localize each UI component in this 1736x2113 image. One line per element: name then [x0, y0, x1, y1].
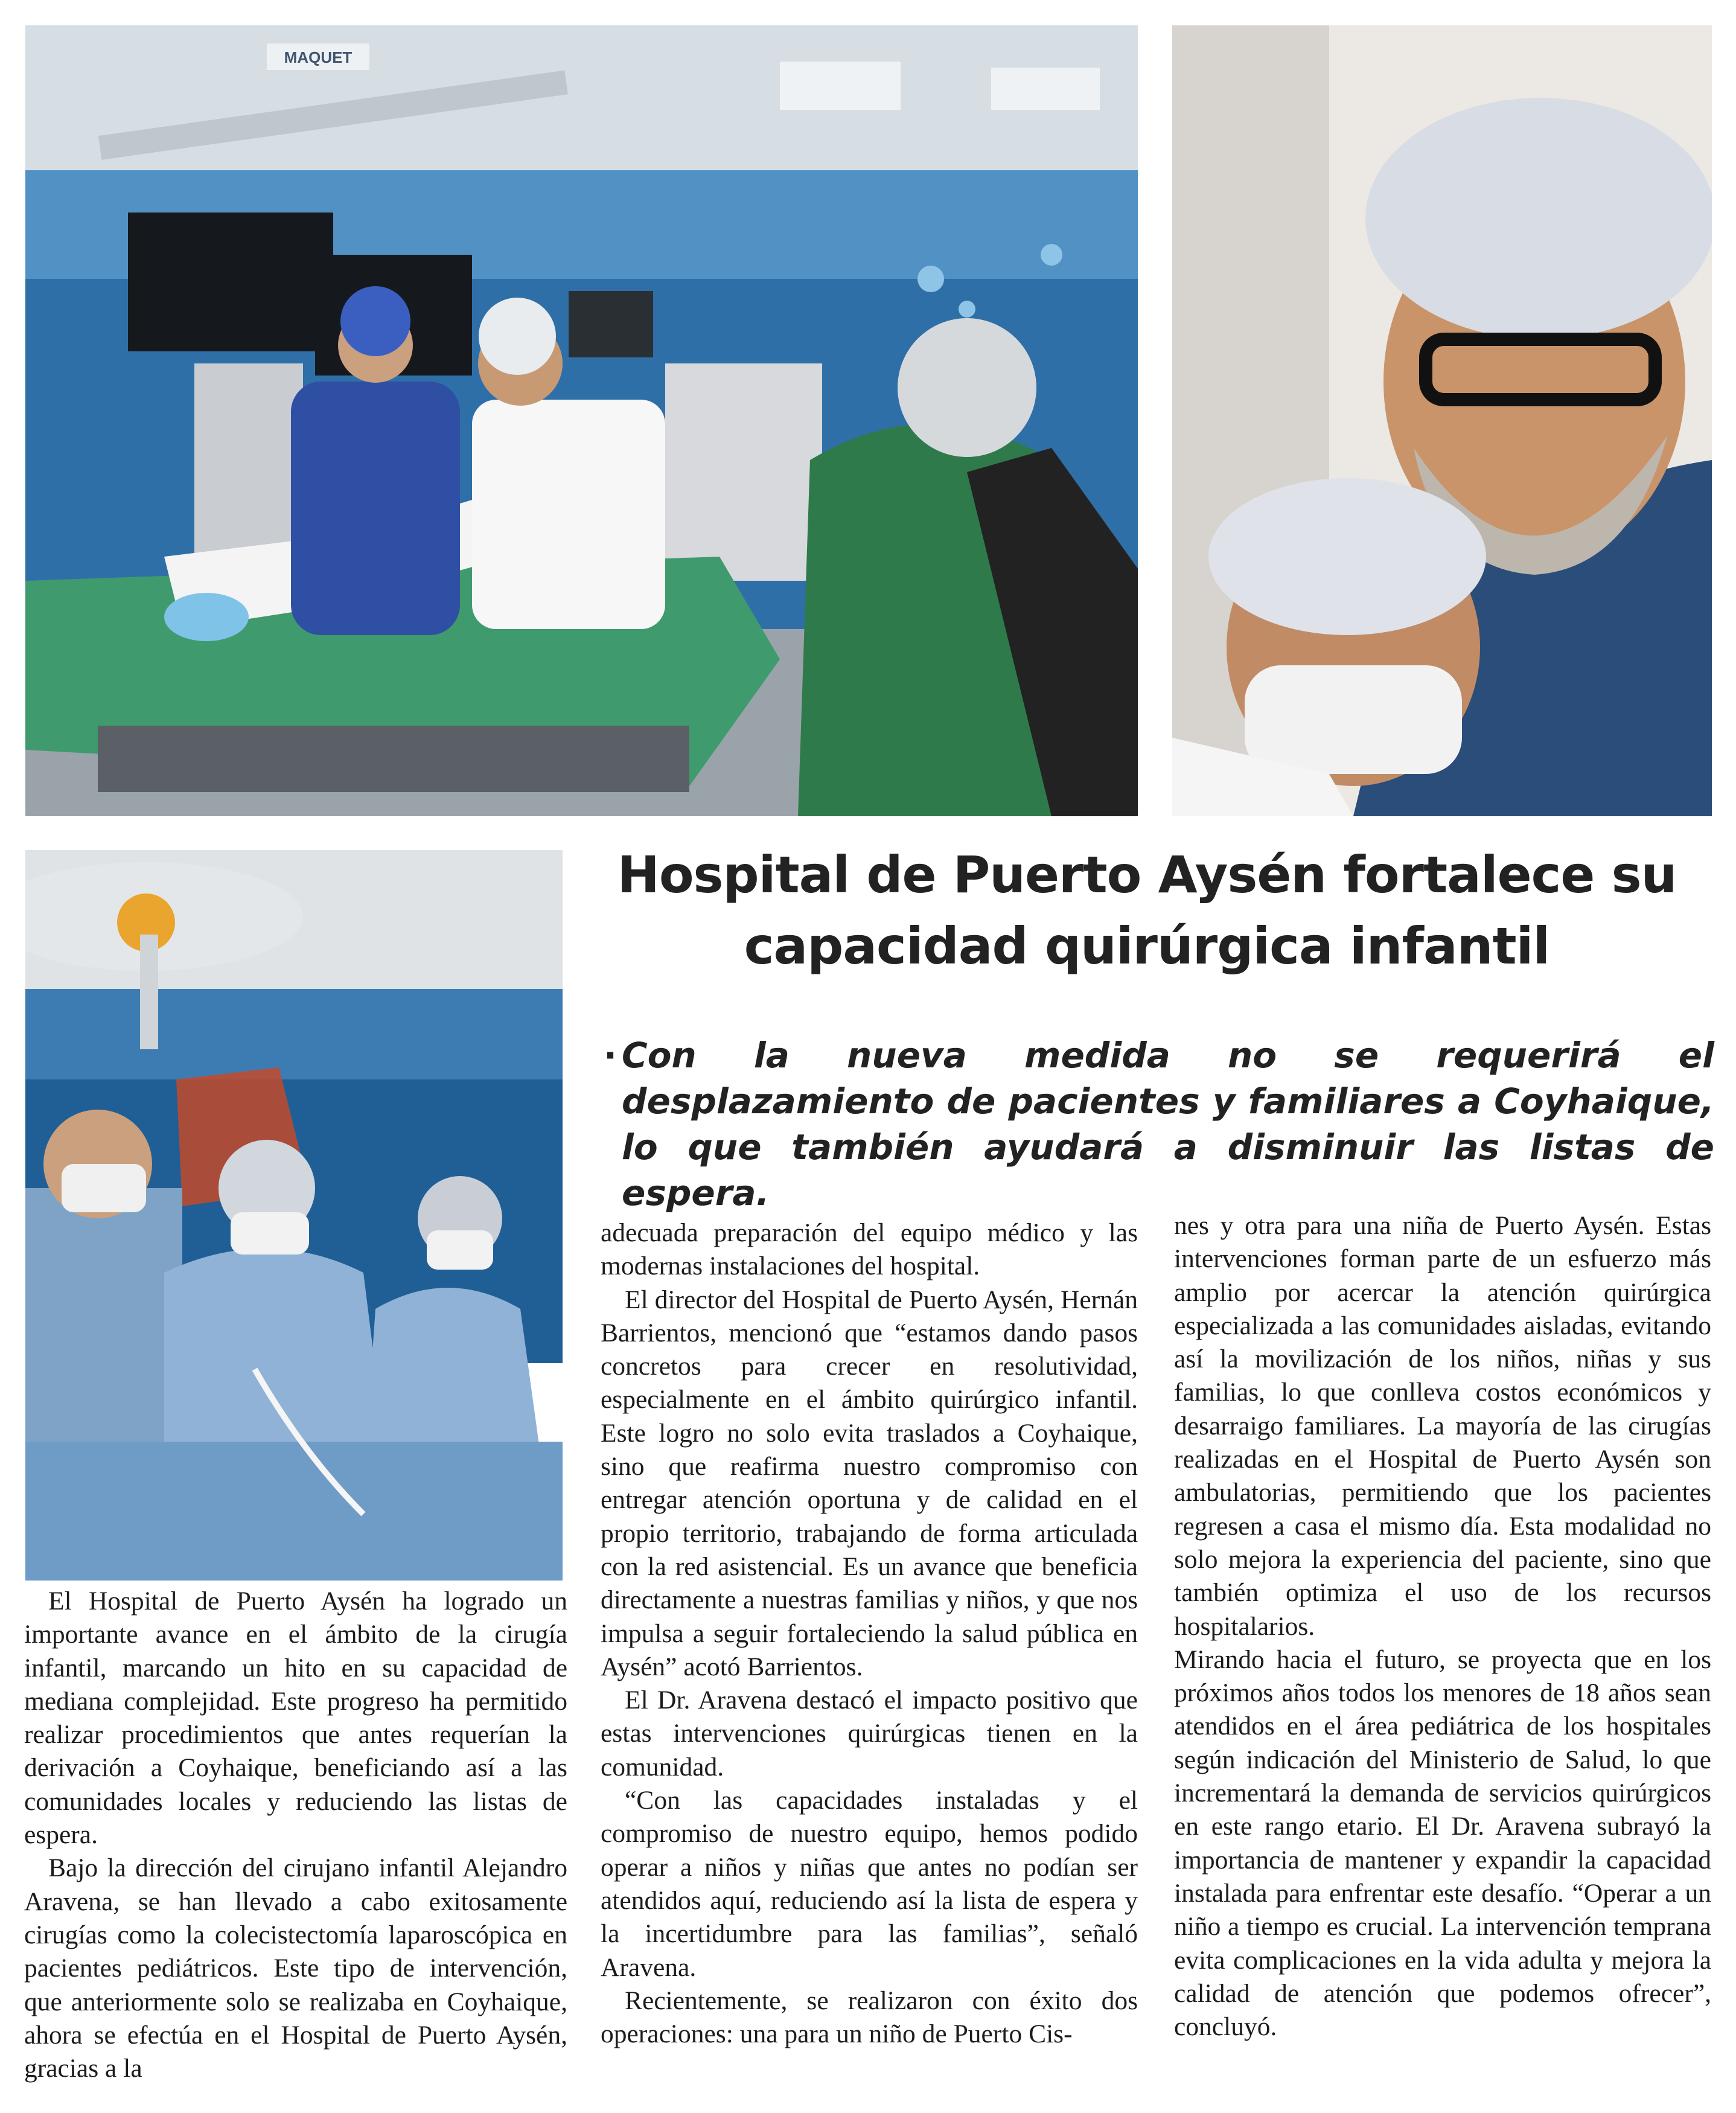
or-anesthesia-machine: [665, 363, 822, 581]
column-paragraph: El Dr. Aravena destacó el impacto positivo que estas intervenciones quirúrgicas tienen en la comunidad.: [601, 1686, 1138, 1782]
team-right-nurse-mask: [427, 1230, 493, 1270]
selfie-doctor-cap: [1365, 98, 1712, 339]
article-column-2: [601, 1216, 1138, 2051]
team-wall-light: [25, 989, 563, 1079]
or-ceiling-panel: [991, 68, 1100, 110]
column-paragraph: adecuada preparación del equipo médico y las modernas instalaciones del hospital.: [601, 1218, 1138, 1281]
or-bubble: [917, 266, 944, 292]
photo-operating-room: [25, 25, 1138, 816]
column-paragraph: Mirando hacia el futuro, se proyecta que en los próximos años todos los menores de 18 años sean atendidos en el área pediátrica de los hospitales según indicación del Ministerio de Salud, lo que incrementará la demanda de servicios quirúrgicos en este rango etario. El Dr. Aravena subrayó la importancia de mantener y expandir la capacidad instalada para enfrentar este desafío. “Operar a un niño a tiempo es crucial. La intervención temprana evita complicaciones en la vida adulta y mejora la calidad de atención que podemos ofrecer”, concluyó.: [1174, 1645, 1711, 2042]
or-nurse-cap: [898, 318, 1036, 457]
subheadline-text: Con la nueva medida no se requerirá el desplazamiento de pacientes y familiares a Coyhaique, lo que también ayudará a disminuir las listas de espera.: [622, 1035, 1714, 1213]
or-table-base: [98, 726, 689, 792]
or-patient-cap: [479, 298, 556, 375]
team-surgical-drape: [25, 1442, 563, 1581]
or-patient-shoe-covers: [164, 593, 249, 641]
article-headline: Hospital de Puerto Aysén fortalece su capacidad quirúrgica infantil: [617, 845, 1677, 976]
photo-surgical-team: [25, 850, 563, 1581]
column-paragraph: “Con las capacidades instaladas y el compromiso de nuestro equipo, hemos podido operar a niños y niñas que antes no podían ser atendidos aquí, reduciendo así la lista de espera y la incertidumbre para las familias”, señaló Aravena.: [601, 1786, 1138, 1982]
column-paragraph: Recientemente, se realizaron con éxito dos operaciones: una para un niño de Puerto Cis-: [601, 1986, 1138, 2049]
or-ceiling-panel: [780, 62, 901, 110]
article-column-1: [24, 1585, 567, 2085]
article-column-3: [1174, 1209, 1711, 2044]
or-patient-gown: [472, 400, 665, 629]
or-monitor: [569, 291, 653, 357]
team-lamp-arm: [140, 935, 158, 1049]
subheadline-bullet: ·: [604, 1035, 617, 1076]
or-ceiling: [25, 25, 1138, 182]
selfie-child-cap: [1208, 478, 1486, 635]
column-paragraph: nes y otra para una niña de Puerto Aysén. Estas intervenciones forman parte de un esfuerzo más amplio por acercar la atención quirúrgica especializada a las comunidades aisladas, evitando así la movilización de los niños, niñas y sus familias, lo que conlleva costos económicos y desarraigo familiares. La mayoría de las cirugías realizadas en el Hospital de Puerto Aysén son ambulatorias, permitiendo que los pacientes regresen a casa el mismo día. Esta modalidad no solo mejora la experiencia del paciente, sino que también optimiza el uso de los recursos hospitalarios.: [1174, 1211, 1711, 1641]
article-subheadline: [604, 1032, 1714, 1216]
photo-doctor-with-patient: [1172, 25, 1712, 816]
or-monitor: [128, 213, 333, 351]
or-doctor-scrubs: [291, 382, 460, 635]
or-doctor-cap: [340, 286, 410, 356]
or-bubble: [1041, 244, 1062, 266]
selfie-child-mask: [1245, 665, 1462, 774]
or-brand-label: MAQUET: [284, 48, 353, 66]
column-paragraph: El director del Hospital de Puerto Aysén, Hernán Barrientos, mencionó que “estamos dando pasos concretos para crecer en resolutividad, especialmente en el ámbito quirúrgico infantil. Este logro no solo evita traslados a Coyhaique, sino que reafirma nuestro compromiso con entregar atención oportuna y de calidad en el propio territorio, trabajando de forma articulada con la red asistencial. Es un avance que beneficia directamente a nuestras familias y niños, y que nos impulsa a seguir fortaleciendo la salud pública en Aysén” acotó Barrientos.: [601, 1285, 1138, 1681]
column-paragraph: El Hospital de Puerto Aysén ha logrado un importante avance en el ámbito de la cirugía infantil, marcando un hito en su capacidad de mediana complejidad. Este progreso ha permitido realizar procedimientos que antes requerían la derivación a Coyhaique, beneficiando así a las comunidades locales y reduciendo las listas de espera.: [24, 1587, 567, 1850]
team-center-surgeon-mask: [231, 1212, 309, 1255]
column-paragraph: Bajo la dirección del cirujano infantil Alejandro Aravena, se han llevado a cabo exitosamente cirugías como la colecistectomía laparoscópica en pacientes pediátricos. Este tipo de intervención, que anteriormente solo se realizaba en Coyhaique, ahora se efectúa en el Hospital de Puerto Aysén, gracias a la: [24, 1853, 567, 2083]
team-center-surgeon-gown: [164, 1248, 388, 1466]
team-surgeon-left-mask: [62, 1164, 146, 1212]
or-bubble: [959, 301, 975, 318]
